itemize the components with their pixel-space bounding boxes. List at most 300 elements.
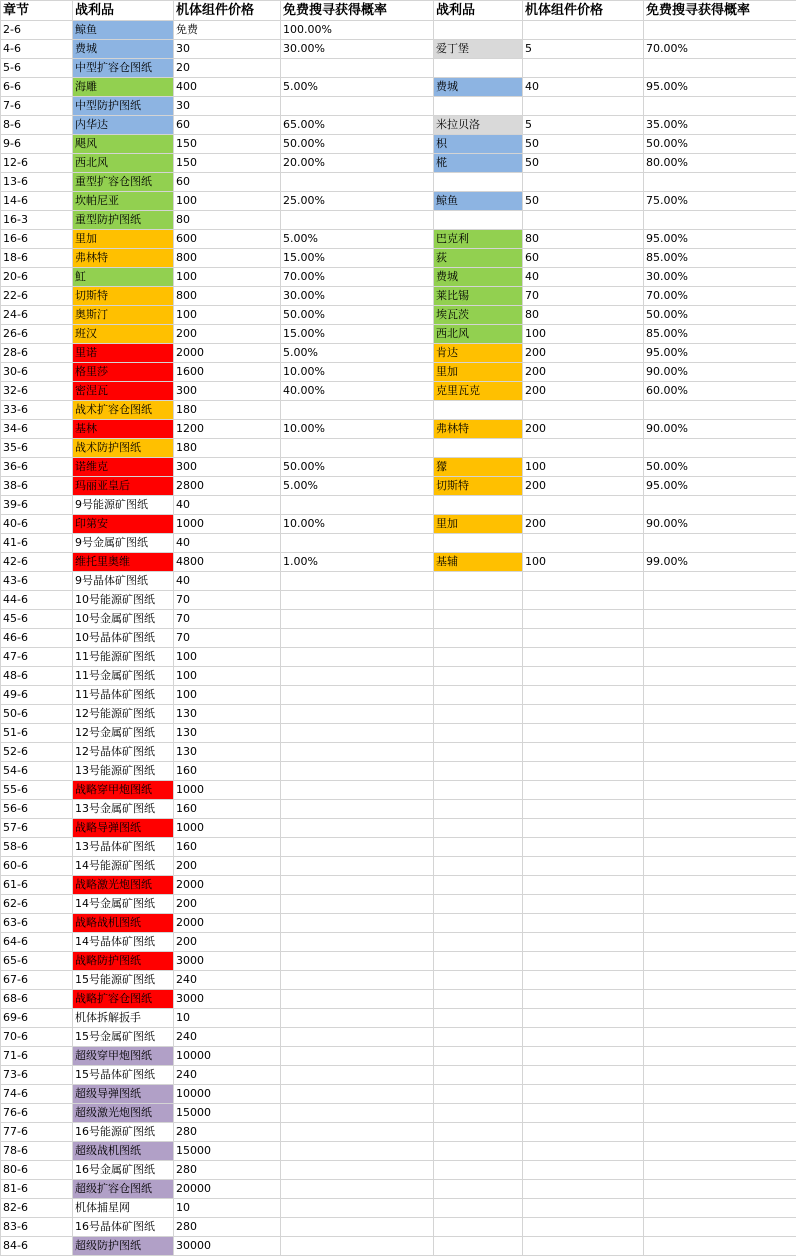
chapter-cell: 6-6 [1,78,73,97]
table-row [1,1218,796,1237]
table-row [1,648,796,667]
price2-cell [523,686,644,705]
loot-cell: 战略防护图纸 [73,952,174,971]
price-cell: 60 [174,116,281,135]
chapter-cell: 61-6 [1,876,73,895]
chapter-cell: 22-6 [1,287,73,306]
loot-cell: 9号金属矿图纸 [73,534,174,553]
chapter-cell: 33-6 [1,401,73,420]
price-cell: 3000 [174,990,281,1009]
loot-cell: 15号能源矿图纸 [73,971,174,990]
loot2-cell: 巴克利 [434,230,523,249]
price2-cell [523,895,644,914]
rate2-cell [644,1104,796,1123]
loot2-cell [434,857,523,876]
price-cell: 20 [174,59,281,78]
chapter-cell: 58-6 [1,838,73,857]
rate2-cell [644,648,796,667]
rate-cell: 1.00% [281,553,434,572]
table-row [1,420,796,439]
rate-cell [281,591,434,610]
table-row [1,97,796,116]
chapter-cell: 54-6 [1,762,73,781]
loot2-cell [434,1161,523,1180]
price2-cell [523,1085,644,1104]
price2-cell: 200 [523,382,644,401]
rate-cell [281,724,434,743]
price2-cell [523,610,644,629]
rate-cell [281,971,434,990]
table-row [1,21,796,40]
chapter-cell: 67-6 [1,971,73,990]
price2-cell: 40 [523,268,644,287]
table-row [1,249,796,268]
price2-cell [523,21,644,40]
price-cell: 1000 [174,819,281,838]
price-cell: 160 [174,838,281,857]
table-row [1,933,796,952]
rate-cell: 15.00% [281,325,434,344]
table-row [1,306,796,325]
loot2-cell [434,173,523,192]
rate2-cell [644,59,796,78]
price-cell: 400 [174,78,281,97]
chapter-cell: 51-6 [1,724,73,743]
rate2-cell [644,1180,796,1199]
rate2-cell [644,572,796,591]
loot-cell: 15号晶体矿图纸 [73,1066,174,1085]
rate2-cell: 85.00% [644,325,796,344]
rate2-cell: 60.00% [644,382,796,401]
price2-cell [523,933,644,952]
chapter-cell: 18-6 [1,249,73,268]
table-row [1,78,796,97]
rate2-cell [644,1199,796,1218]
rate2-cell [644,667,796,686]
loot-cell: 里加 [73,230,174,249]
rate-cell [281,990,434,1009]
price2-cell [523,1066,644,1085]
rate-cell [281,1123,434,1142]
price2-cell [523,781,644,800]
price-cell: 100 [174,192,281,211]
loot2-cell: 椛 [434,154,523,173]
price-cell: 2000 [174,914,281,933]
header-loot: 战利品 [73,1,174,21]
loot2-cell: 埃瓦茨 [434,306,523,325]
loot2-cell: 肯达 [434,344,523,363]
chapter-cell: 80-6 [1,1161,73,1180]
price2-cell [523,1161,644,1180]
price2-cell [523,211,644,230]
chapter-cell: 82-6 [1,1199,73,1218]
price-cell: 30000 [174,1237,281,1256]
price2-cell [523,1180,644,1199]
price-cell: 100 [174,667,281,686]
rate-cell [281,496,434,515]
rate2-cell [644,838,796,857]
chapter-cell: 76-6 [1,1104,73,1123]
price-cell: 免费 [174,21,281,40]
price-cell: 30 [174,97,281,116]
table-row [1,1047,796,1066]
price-cell: 150 [174,154,281,173]
chapter-cell: 20-6 [1,268,73,287]
loot-cell: 超级战机图纸 [73,1142,174,1161]
price2-cell: 70 [523,287,644,306]
rate2-cell [644,1123,796,1142]
loot2-cell [434,838,523,857]
rate2-cell: 85.00% [644,249,796,268]
price2-cell [523,439,644,458]
chapter-cell: 28-6 [1,344,73,363]
rate-cell [281,762,434,781]
rate-cell [281,211,434,230]
rate2-cell [644,21,796,40]
table-row [1,724,796,743]
rate-cell: 25.00% [281,192,434,211]
price-cell: 4800 [174,553,281,572]
price-cell: 10 [174,1009,281,1028]
price2-cell [523,1142,644,1161]
rate-cell [281,1085,434,1104]
price-cell: 3000 [174,952,281,971]
rate2-cell [644,971,796,990]
loot2-cell [434,971,523,990]
table-row [1,1028,796,1047]
table-row [1,40,796,59]
rate2-cell [644,724,796,743]
rate-cell [281,1218,434,1237]
price-cell: 200 [174,933,281,952]
price-cell: 15000 [174,1104,281,1123]
rate2-cell [644,914,796,933]
price-cell: 70 [174,591,281,610]
rate2-cell: 80.00% [644,154,796,173]
table-row [1,800,796,819]
price2-cell [523,838,644,857]
rate-cell [281,1028,434,1047]
price2-cell [523,1199,644,1218]
table-row [1,686,796,705]
chapter-cell: 68-6 [1,990,73,1009]
loot-cell: 格里莎 [73,363,174,382]
loot2-cell [434,1199,523,1218]
table-row [1,743,796,762]
header-part-price: 机体组件价格 [174,1,281,21]
chapter-cell: 45-6 [1,610,73,629]
rate2-cell: 90.00% [644,515,796,534]
rate-cell [281,401,434,420]
loot2-cell: 克里瓦克 [434,382,523,401]
rate-cell [281,439,434,458]
rate2-cell [644,933,796,952]
rate2-cell: 95.00% [644,477,796,496]
price2-cell [523,629,644,648]
loot-cell: 战略导弹图纸 [73,819,174,838]
price2-cell: 80 [523,306,644,325]
rate2-cell [644,952,796,971]
rate2-cell: 95.00% [644,78,796,97]
loot-cell: 16号金属矿图纸 [73,1161,174,1180]
chapter-cell: 5-6 [1,59,73,78]
rate2-cell [644,97,796,116]
loot-cell: 印第安 [73,515,174,534]
price2-cell: 200 [523,420,644,439]
loot-cell: 费城 [73,40,174,59]
chapter-cell: 14-6 [1,192,73,211]
chapter-cell: 77-6 [1,1123,73,1142]
chapter-cell: 32-6 [1,382,73,401]
rate-cell [281,800,434,819]
loot2-cell [434,1047,523,1066]
price-cell: 30 [174,40,281,59]
price2-cell [523,1047,644,1066]
price-cell: 100 [174,268,281,287]
rate-cell: 5.00% [281,344,434,363]
price2-cell [523,572,644,591]
chapter-cell: 65-6 [1,952,73,971]
loot-cell: 机体捕星网 [73,1199,174,1218]
loot2-cell [434,401,523,420]
chapter-cell: 8-6 [1,116,73,135]
price-cell: 2800 [174,477,281,496]
rate-cell [281,534,434,553]
price2-cell [523,667,644,686]
table-row [1,382,796,401]
rate-cell [281,1161,434,1180]
table-row [1,705,796,724]
table-row [1,458,796,477]
chapter-cell: 7-6 [1,97,73,116]
price2-cell [523,914,644,933]
loot2-cell: 獴 [434,458,523,477]
rate2-cell [644,895,796,914]
table-row [1,1161,796,1180]
loot2-cell [434,1085,523,1104]
rate2-cell [644,610,796,629]
loot2-cell: 鲸鱼 [434,192,523,211]
table-row [1,173,796,192]
rate2-cell [644,534,796,553]
loot-cell: 超级防护图纸 [73,1237,174,1256]
price-cell: 200 [174,325,281,344]
loot2-cell [434,211,523,230]
chapter-cell: 50-6 [1,705,73,724]
loot-cell: 11号晶体矿图纸 [73,686,174,705]
chapter-cell: 16-6 [1,230,73,249]
price2-cell [523,724,644,743]
chapter-cell: 78-6 [1,1142,73,1161]
rate2-cell [644,705,796,724]
price-cell: 1000 [174,515,281,534]
rate2-cell [644,781,796,800]
price2-cell [523,1218,644,1237]
loot2-cell [434,819,523,838]
price2-cell: 50 [523,135,644,154]
price2-cell [523,800,644,819]
loot2-cell [434,667,523,686]
rate-cell: 40.00% [281,382,434,401]
loot2-cell: 费城 [434,78,523,97]
rate2-cell: 95.00% [644,344,796,363]
table-row [1,1085,796,1104]
price-cell: 40 [174,572,281,591]
table-row [1,116,796,135]
price2-cell [523,1104,644,1123]
table-row [1,1066,796,1085]
loot2-cell [434,686,523,705]
loot-cell: 魟 [73,268,174,287]
loot2-cell: 里加 [434,515,523,534]
price-cell: 240 [174,971,281,990]
loot-cell: 战略穿甲炮图纸 [73,781,174,800]
table-row [1,952,796,971]
table-row [1,439,796,458]
table-row [1,135,796,154]
price-cell: 130 [174,743,281,762]
rate2-cell [644,439,796,458]
price2-cell: 200 [523,344,644,363]
loot-cell: 12号金属矿图纸 [73,724,174,743]
rate-cell: 50.00% [281,135,434,154]
loot2-cell: 米拉贝洛 [434,116,523,135]
rate-cell: 5.00% [281,477,434,496]
loot2-cell [434,1142,523,1161]
rate-cell [281,952,434,971]
chapter-cell: 12-6 [1,154,73,173]
price2-cell [523,401,644,420]
price2-cell: 100 [523,458,644,477]
table-row [1,287,796,306]
rate2-cell: 30.00% [644,268,796,287]
rate2-cell: 95.00% [644,230,796,249]
price-cell: 800 [174,249,281,268]
price-cell: 40 [174,496,281,515]
loot2-cell [434,876,523,895]
loot2-cell: 莱比锡 [434,287,523,306]
loot-cell: 基林 [73,420,174,439]
rate2-cell [644,800,796,819]
price-cell: 150 [174,135,281,154]
price2-cell: 100 [523,553,644,572]
price2-cell [523,971,644,990]
header-free-search-rate: 免费搜寻获得概率 [281,1,434,21]
loot2-cell: 费城 [434,268,523,287]
chapter-cell: 49-6 [1,686,73,705]
table-row [1,572,796,591]
loot-cell: 超级扩容仓图纸 [73,1180,174,1199]
price-cell: 300 [174,382,281,401]
loot2-cell [434,952,523,971]
chapter-cell: 69-6 [1,1009,73,1028]
loot2-cell [434,724,523,743]
loot2-cell [434,496,523,515]
price2-cell [523,173,644,192]
rate-cell [281,572,434,591]
loot2-cell: 爱丁堡 [434,40,523,59]
loot-cell: 14号能源矿图纸 [73,857,174,876]
rate-cell [281,1009,434,1028]
loot2-cell [434,591,523,610]
chapter-cell: 39-6 [1,496,73,515]
rate2-cell [644,173,796,192]
chapter-cell: 52-6 [1,743,73,762]
chapter-cell: 26-6 [1,325,73,344]
rate-cell: 30.00% [281,287,434,306]
price-cell: 10000 [174,1047,281,1066]
rate-cell [281,1180,434,1199]
price-cell: 2000 [174,344,281,363]
chapter-cell: 41-6 [1,534,73,553]
table-row [1,610,796,629]
rate-cell [281,610,434,629]
price2-cell [523,876,644,895]
loot-cell: 内华达 [73,116,174,135]
chapter-cell: 83-6 [1,1218,73,1237]
loot2-cell [434,1218,523,1237]
price2-cell: 5 [523,116,644,135]
rate-cell [281,97,434,116]
loot2-cell: 西北风 [434,325,523,344]
price-cell: 180 [174,401,281,420]
loot-cell: 飓风 [73,135,174,154]
rate2-cell [644,1028,796,1047]
price-cell: 100 [174,648,281,667]
table-row [1,762,796,781]
price-cell: 15000 [174,1142,281,1161]
rate-cell [281,59,434,78]
loot2-cell [434,1066,523,1085]
price2-cell: 200 [523,477,644,496]
loot-cell: 战术防护图纸 [73,439,174,458]
rate2-cell [644,1237,796,1256]
rate2-cell [644,743,796,762]
price2-cell [523,990,644,1009]
price2-cell: 200 [523,363,644,382]
rate-cell: 10.00% [281,363,434,382]
chapter-cell: 34-6 [1,420,73,439]
rate2-cell: 70.00% [644,40,796,59]
chapter-cell: 81-6 [1,1180,73,1199]
table-row [1,534,796,553]
loot-cell: 10号能源矿图纸 [73,591,174,610]
loot2-cell [434,439,523,458]
loot-cell: 玛丽亚皇后 [73,477,174,496]
loot-cell: 重型防护图纸 [73,211,174,230]
loot2-cell [434,933,523,952]
rate2-cell [644,1161,796,1180]
loot2-cell [434,895,523,914]
loot2-cell [434,59,523,78]
table-row [1,211,796,230]
loot-cell: 16号晶体矿图纸 [73,1218,174,1237]
loot-cell: 坎帕尼亚 [73,192,174,211]
table-row [1,990,796,1009]
rate2-cell: 90.00% [644,420,796,439]
loot-cell: 11号能源矿图纸 [73,648,174,667]
rate-cell: 5.00% [281,78,434,97]
chapter-cell: 84-6 [1,1237,73,1256]
price-cell: 70 [174,610,281,629]
loot-cell: 13号金属矿图纸 [73,800,174,819]
rate2-cell [644,857,796,876]
loot-cell: 11号金属矿图纸 [73,667,174,686]
loot-cell: 战略扩容仓图纸 [73,990,174,1009]
loot-cell: 超级穿甲炮图纸 [73,1047,174,1066]
chapter-cell: 73-6 [1,1066,73,1085]
loot-cell: 16号能源矿图纸 [73,1123,174,1142]
